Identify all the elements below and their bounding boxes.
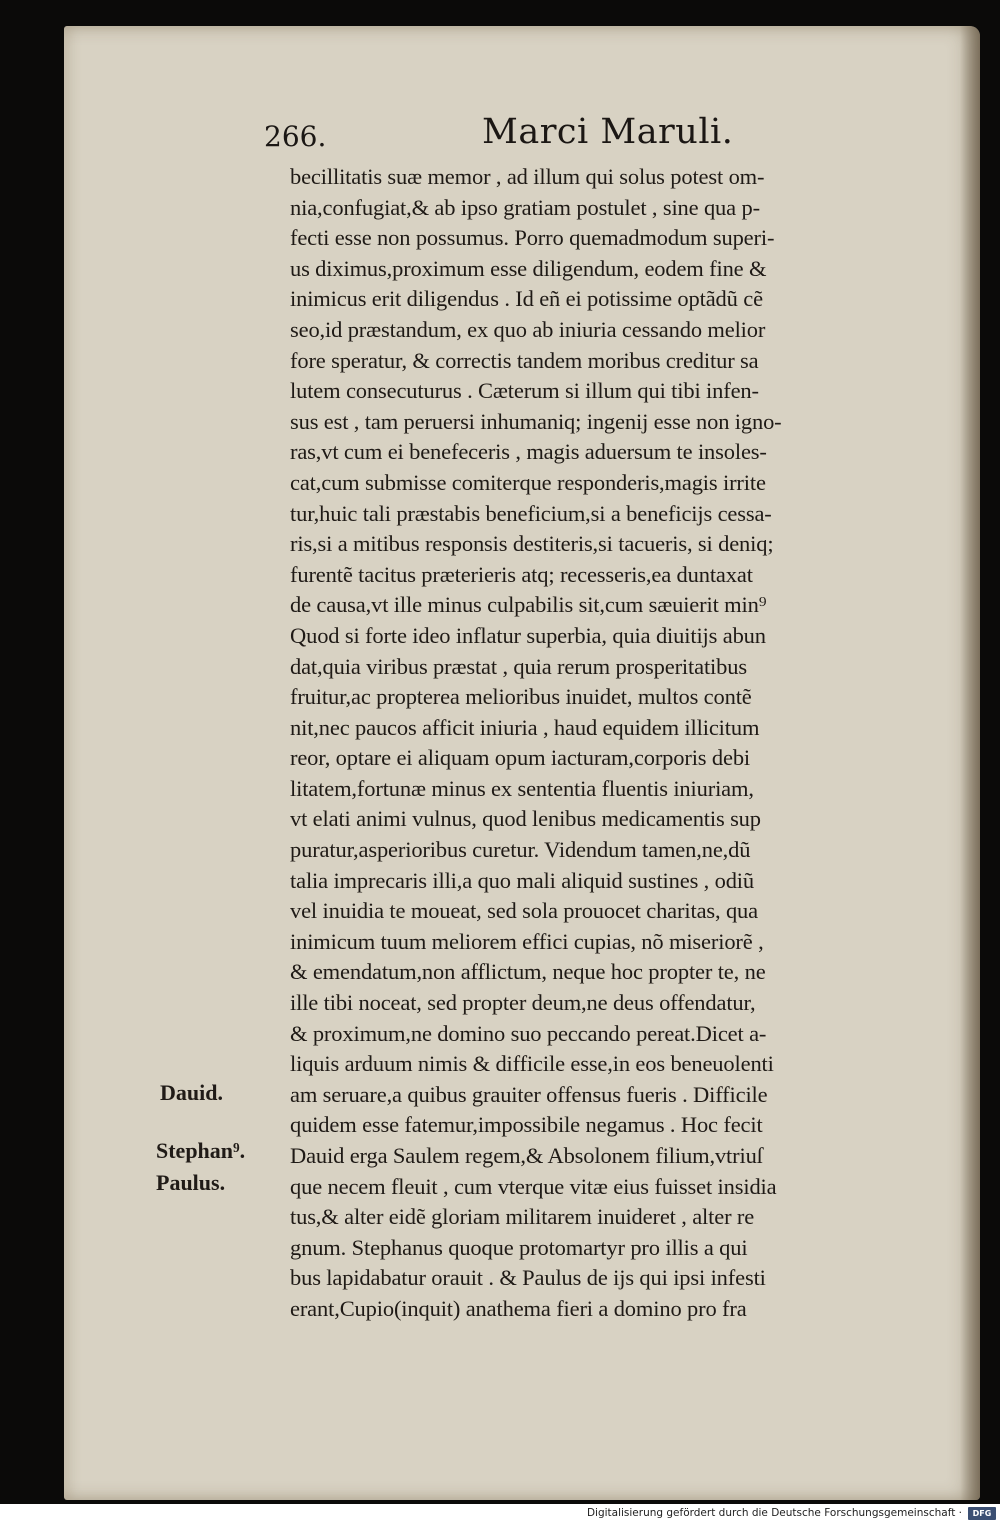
text-line: seo,id præstandum, ex quo ab iniuria cessando melior <box>290 316 766 342</box>
text-line: cat,cum submisse comiterque responderis,magis irrite <box>290 469 766 495</box>
dfg-logo: DFG <box>968 1507 996 1520</box>
text-line: ille tibi noceat, sed propter deum,ne deus offendatur, <box>290 990 756 1016</box>
text-line: lutem consecuturus . Cæterum si illum qui tibi infen- <box>290 378 759 404</box>
text-line: quidem esse fatemur,impossibile negamus . Hoc fecit <box>290 1112 763 1138</box>
text-line: tus,& alter eidẽ gloriam militarem inuideret , alter re <box>290 1204 755 1230</box>
page-edge-shadow <box>960 26 980 1500</box>
text-line: liquis arduum nimis & difficile esse,in eos beneuolenti <box>290 1051 774 1077</box>
text-line: litatem,fortunæ minus ex sententia fluentis iniuriam, <box>290 775 754 801</box>
text-line: fruitur,ac propterea melioribus inuidet, multos contẽ <box>290 684 752 710</box>
margin-note-david: Dauid. <box>160 1080 223 1105</box>
text-line: fore speratur, & correctis tandem moribus creditur sa <box>290 347 759 373</box>
page-number: 266. <box>264 120 327 153</box>
text-line: de causa,vt ille minus culpabilis sit,cum sæuierit min⁹ <box>290 592 767 618</box>
text-line: sus est , tam peruersi inhumaniq; ingenij esse non igno- <box>290 408 782 434</box>
text-line: nit,nec paucos afficit iniuria , haud equidem illicitum <box>290 714 760 740</box>
margin-note-stephanus: Stephan⁹. <box>156 1138 246 1163</box>
text-line: dat,quia viribus præstat , quia rerum prosperitatibus <box>290 653 747 679</box>
footer-bar <box>0 1504 1000 1524</box>
text-line: ras,vt cum ei benefeceris , magis aduersum te insoles- <box>290 439 767 465</box>
body-text <box>290 162 940 1325</box>
text-line: us diximus,proximum esse diligendum, eodem fine & <box>290 255 767 281</box>
text-line: inimicum tuum meliorem effici cupias, nõ miseriorẽ , <box>290 928 764 954</box>
text-line: fecti esse non possumus. Porro quemadmodum superi- <box>290 225 775 251</box>
text-line: bus lapidabatur orauit . & Paulus de ijs qui ipsi infesti <box>290 1265 766 1291</box>
text-line: inimicus erit diligendus . Id eñ ei potissime optãdũ cẽ <box>290 286 763 312</box>
text-line: vt elati animi vulnus, quod lenibus medicamentis sup <box>290 806 761 832</box>
text-line: puratur,asperioribus curetur. Videndum tamen,ne,dũ <box>290 837 751 863</box>
text-line: que necem fleuit , cum vterque vitæ eius fuisset insidia <box>290 1173 777 1199</box>
text-line: Dauid erga Saulem regem,& Absolonem filium,vtriuſ <box>290 1143 763 1168</box>
text-line: gnum. Stephanus quoque protomartyr pro illis a qui <box>290 1234 748 1260</box>
text-line: becillitatis suæ memor , ad illum qui solus potest om- <box>290 164 765 189</box>
text-line: vel inuidia te moueat, sed sola prouocet charitas, qua <box>290 898 758 924</box>
text-line: tur,huic tali præstabis beneficium,si a beneficijs cessa- <box>290 500 772 526</box>
text-line: reor, optare ei aliquam opum iacturam,corporis debi <box>290 745 751 771</box>
page-header <box>264 112 744 162</box>
margin-note-paulus: Paulus. <box>156 1170 226 1195</box>
text-line: Quod si forte ideo inflatur superbia, quia diuitijs abun <box>290 622 766 648</box>
text-line: am seruare,a quibus grauiter offensus fueris . Difficile <box>290 1081 768 1107</box>
text-line: nia,confugiat,& ab ipso gratiam postulet , sine qua p- <box>290 194 760 220</box>
text-line: talia imprecaris illi,a quo mali aliquid sustines , odiũ <box>290 867 755 893</box>
funding-credit: Digitalisierung gefördert durch die Deutsche Forschungsgemeinschaft · <box>586 1507 962 1519</box>
text-line: & proximum,ne domino suo peccando pereat.Dicet a- <box>290 1020 767 1046</box>
running-title: Marci Maruli. <box>482 112 734 152</box>
text-line: & emendatum,non afflictum, neque hoc propter te, ne <box>290 959 766 985</box>
text-line: ris,si a mitibus responsis destiteris,si tacueris, si deniq; <box>290 531 774 557</box>
text-line: erant,Cupio(inquit) anathema fieri a domino pro fra <box>290 1295 747 1321</box>
text-line: furentẽ tacitus præterieris atq; recesseris,ea duntaxat <box>290 561 753 587</box>
